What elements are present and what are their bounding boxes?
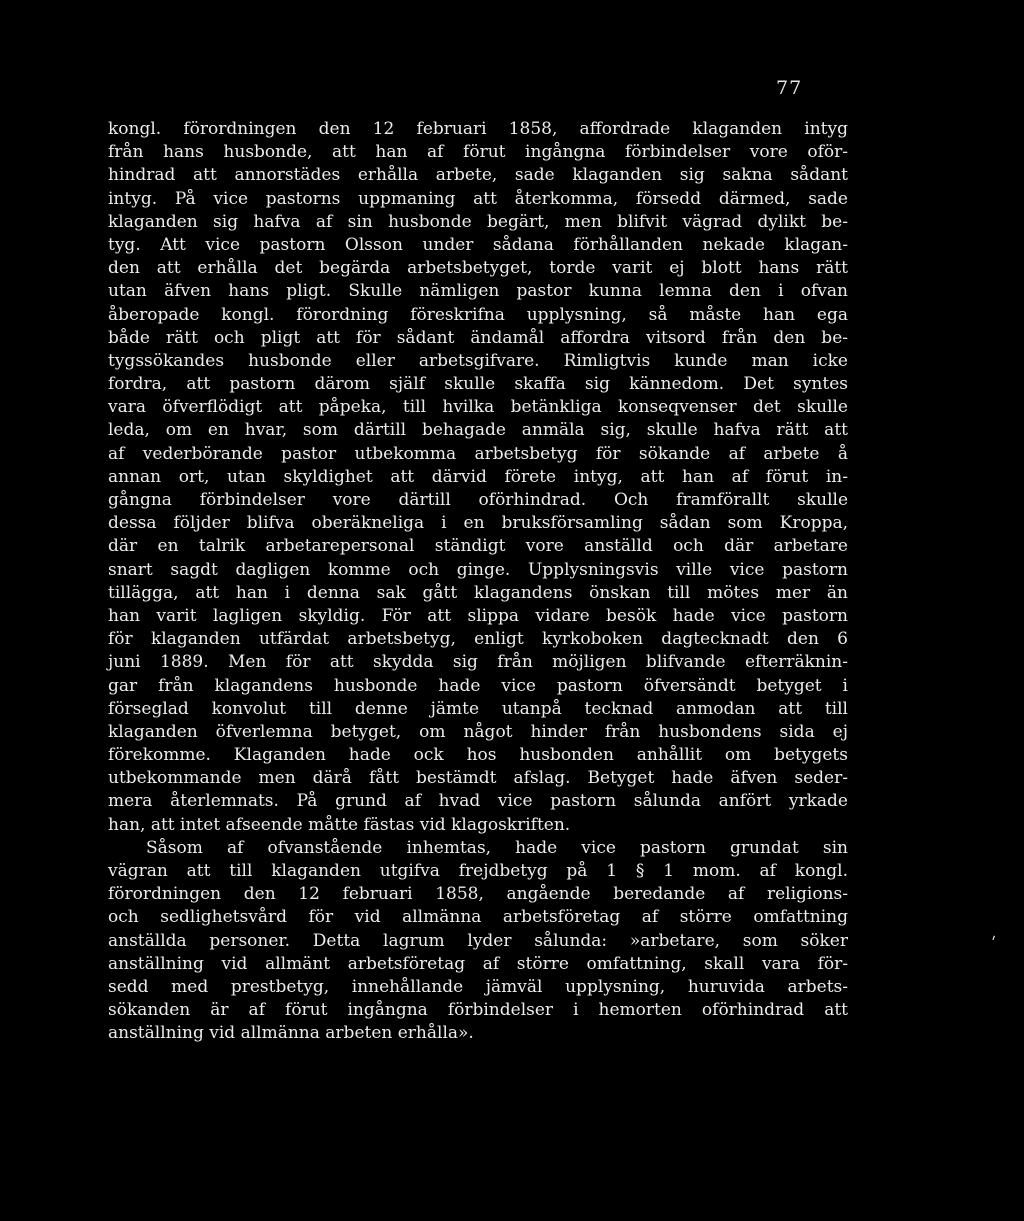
text-line: gar från klagandens husbonde hade vice pastorn öfversändt betyget i bbox=[108, 675, 848, 696]
text-line: åberopade kongl. förordning föreskrifna upplysning, så måste han ega bbox=[108, 304, 848, 325]
text-line: anställda personer. Detta lagrum lyder sålunda: »arbetare, som söker bbox=[108, 930, 848, 951]
text-line: annan ort, utan skyldighet att därvid förete intyg, att han af förut in- bbox=[108, 466, 848, 487]
text-line: anställning vid allmänt arbetsföretag af större omfattning, skall vara för- bbox=[108, 953, 848, 974]
text-line: sökanden är af förut ingångna förbindelser i hemorten oförhindrad att bbox=[108, 1000, 848, 1021]
text-line: vägran att till klaganden utgifva frejdbetyg på 1 § 1 mom. af kongl. bbox=[108, 861, 848, 881]
text-line: klaganden öfverlemna betyget, om något hinder från husbondens sida ej bbox=[108, 721, 848, 742]
text-line: juni 1889. Men för att skydda sig från möjligen blifvande efterräknin- bbox=[108, 652, 848, 673]
page-number: 77 bbox=[776, 77, 803, 99]
text-line: där en talrik arbetarepersonal ständigt vore anställd och där arbetare bbox=[108, 536, 848, 557]
text-line: leda, om en hvar, som därtill behagade anmäla sig, skulle hafva rätt att bbox=[108, 420, 848, 441]
text-line: snart sagdt dagligen komme och ginge. Upplysningsvis ville vice pastorn bbox=[108, 559, 848, 580]
text-line: både rätt och pligt att för sådant ändamål affordra vitsord från den be- bbox=[108, 327, 848, 348]
text-line: utan äfven hans pligt. Skulle nämligen pastor kunna lemna den i ofvan bbox=[108, 281, 848, 302]
text-line: den att erhålla det begärda arbetsbetyget, torde varit ej blott hans rätt bbox=[108, 258, 848, 279]
text-line: klaganden sig hafva af sin husbonde begärt, men blifvit vägrad dylikt be- bbox=[108, 211, 848, 232]
text-line: tillägga, att han i denna sak gått klagandens önskan till mötes mer än bbox=[108, 582, 848, 603]
paragraph-start-line: Såsom af ofvanstående inhemtas, hade vice pastorn grundat sin bbox=[146, 837, 848, 858]
text-line: från hans husbonde, att han af förut ingångna förbindelser vore oför- bbox=[108, 142, 848, 163]
text-line: sedd med prestbetyg, innehållande jämväl upplysning, huruvida arbets- bbox=[108, 976, 848, 997]
text-line: utbekommande men därå fått bestämdt afslag. Betyget hade äfven seder- bbox=[108, 768, 848, 789]
text-line: förordningen den 12 februari 1858, angående beredande af religions- bbox=[108, 884, 848, 905]
text-line: hindrad att annorstädes erhålla arbete, sade klaganden sig sakna sådant bbox=[108, 165, 848, 186]
text-line: gångna förbindelser vore därtill oförhindrad. Och framförallt skulle bbox=[108, 490, 848, 510]
text-line: mera återlemnats. På grund af hvad vice pastorn sålunda anfört yrkade bbox=[108, 791, 848, 812]
text-line: kongl. förordningen den 12 februari 1858, affordrade klaganden intyg bbox=[108, 119, 848, 139]
text-line: dessa följder blifva oberäkneliga i en bruksförsamling sådan som Kroppa, bbox=[108, 513, 848, 534]
text-line: tyg. Att vice pastorn Olsson under sådana förhållanden nekade klagan- bbox=[108, 234, 848, 255]
body-text bbox=[108, 118, 848, 1046]
text-line: han varit lagligen skyldig. För att slippa vidare besök hade vice pastorn bbox=[108, 605, 848, 626]
text-line: af vederbörande pastor utbekomma arbetsbetyg för sökande af arbete å bbox=[108, 443, 848, 464]
text-line: för klaganden utfärdat arbetsbetyg, enligt kyrkoboken dagtecknadt den 6 bbox=[108, 629, 848, 650]
margin-mark: ' bbox=[987, 931, 998, 952]
text-line: tygssökandes husbonde eller arbetsgifvare. Rimligtvis kunde man icke bbox=[108, 350, 848, 371]
paragraph-end-line: anställning vid allmänna arbeten erhålla». bbox=[108, 1023, 474, 1044]
text-line: förseglad konvolut till denne jämte utanpå tecknad anmodan att till bbox=[108, 698, 848, 719]
paragraph-end-line: han, att intet afseende måtte fästas vid klagoskriften. bbox=[108, 814, 571, 835]
text-line: vara öfverflödigt att påpeka, till hvilka betänkliga konseqvenser det skulle bbox=[108, 397, 848, 418]
text-line: förekomme. Klaganden hade ock hos husbonden anhållit om betygets bbox=[108, 745, 848, 766]
text-line: intyg. På vice pastorns uppmaning att återkomma, försedd därmed, sade bbox=[108, 188, 848, 209]
text-line: fordra, att pastorn därom själf skulle skaffa sig kännedom. Det syntes bbox=[108, 374, 848, 395]
text-line: och sedlighetsvård för vid allmänna arbetsföretag af större omfattning bbox=[108, 907, 848, 928]
